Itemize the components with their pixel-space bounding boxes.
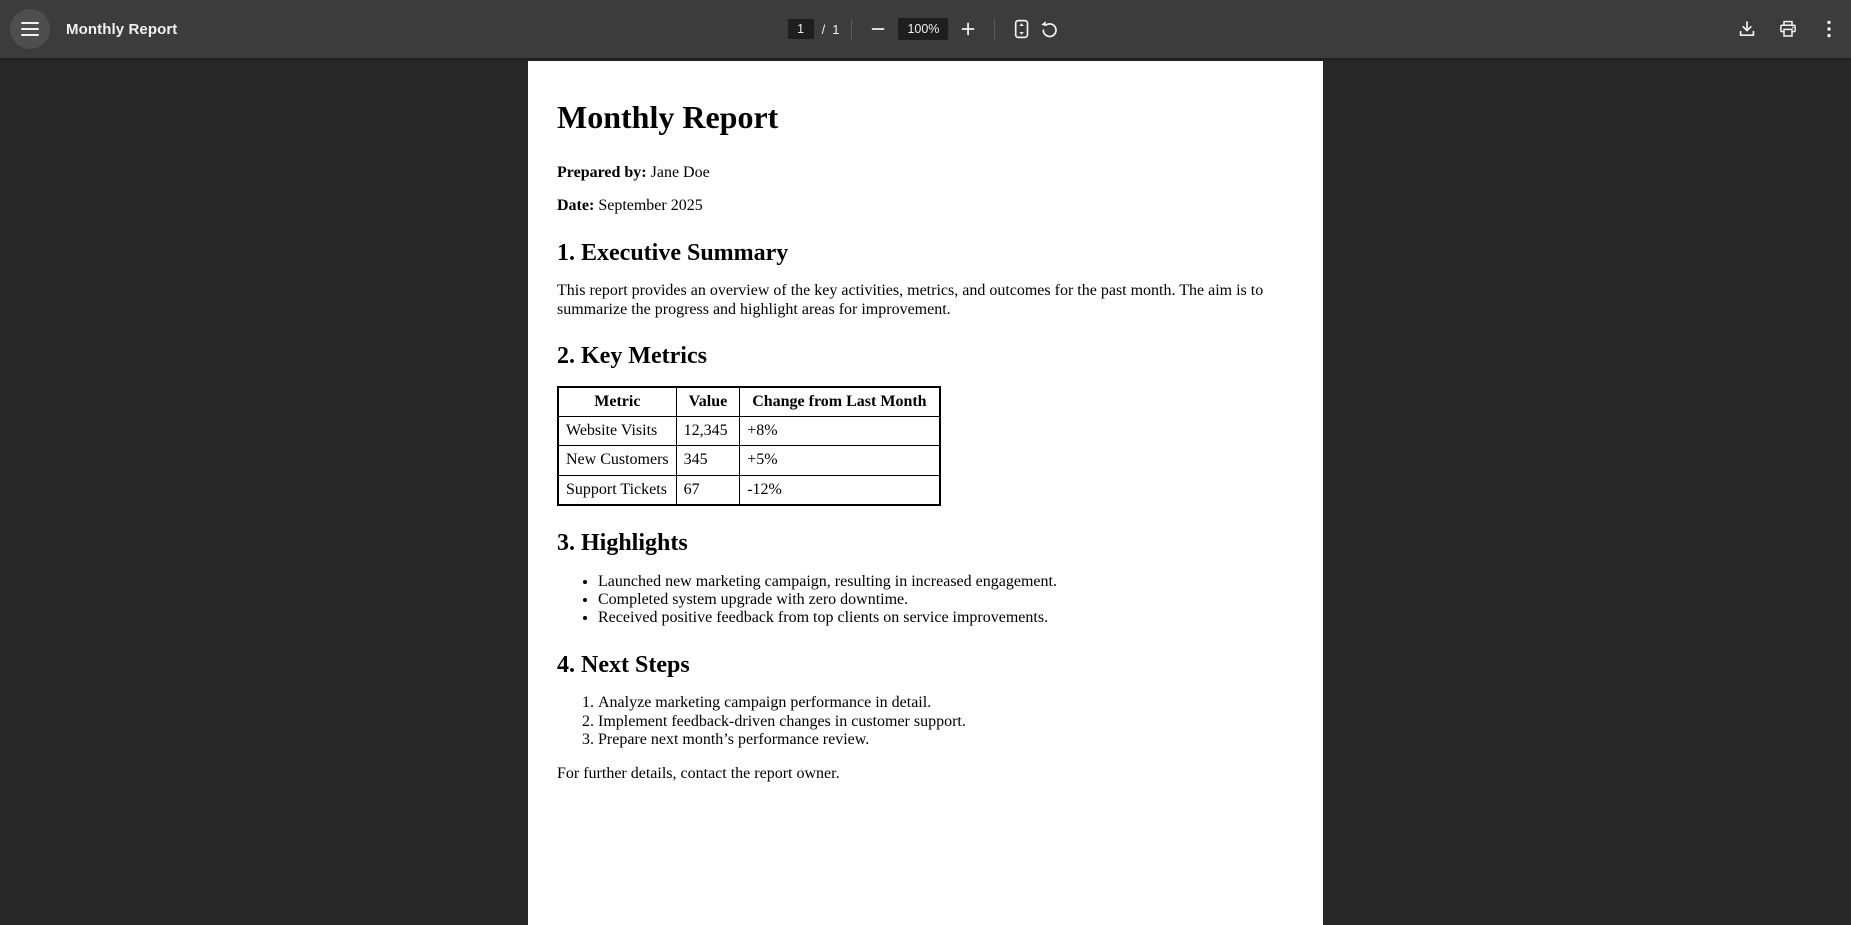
- toolbar-divider: [851, 19, 852, 40]
- pdf-viewer-toolbar: [0, 0, 1851, 58]
- table-row: [558, 475, 940, 505]
- toolbar-right-group: [1733, 15, 1851, 43]
- table-cell: 345: [676, 446, 740, 475]
- download-button[interactable]: [1733, 15, 1761, 43]
- table-cell: Website Visits: [558, 416, 676, 445]
- zoom-level-display[interactable]: 100%: [898, 18, 948, 40]
- report-title: Monthly Report: [557, 99, 779, 135]
- rotate-ccw-icon: [1040, 20, 1059, 39]
- print-button[interactable]: [1774, 15, 1802, 43]
- page-count-total: 1: [832, 21, 840, 37]
- page-count-separator: /: [821, 21, 826, 37]
- date-value: September 2025: [598, 197, 703, 215]
- prepared-by-label: Prepared by:: [557, 163, 647, 181]
- menu-button[interactable]: [10, 9, 50, 49]
- zoom-out-icon: [871, 22, 885, 36]
- list-item: 3. Prepare next month’s performance review.: [598, 731, 1287, 749]
- table-cell: 67: [676, 475, 740, 505]
- date-label: Date:: [557, 197, 595, 215]
- table-cell: New Customers: [558, 446, 676, 475]
- table-row: [558, 416, 940, 445]
- more-options-button[interactable]: [1815, 15, 1843, 43]
- list-item: • Launched new marketing campaign, resulting in increased engagement.: [598, 573, 1287, 591]
- section-heading-executive-summary: 1. Executive Summary: [557, 239, 789, 266]
- pdf-viewer-area[interactable]: [0, 58, 1851, 925]
- rotate-button[interactable]: [1035, 15, 1063, 43]
- table-cell: 12,345: [676, 416, 740, 445]
- table-row: [558, 446, 940, 475]
- zoom-in-icon: [961, 22, 975, 36]
- zoom-in-button[interactable]: [954, 15, 982, 43]
- toolbar-left-group: [0, 9, 177, 49]
- toolbar-center-group: [788, 0, 1064, 58]
- hamburger-icon: [21, 22, 39, 36]
- table-header-metric: Metric: [558, 387, 676, 417]
- list-item: 1. Analyze marketing campaign performance in detail.: [598, 694, 1287, 712]
- print-icon: [1779, 20, 1797, 38]
- section-heading-highlights: 3. Highlights: [557, 530, 688, 557]
- toolbar-divider: [994, 19, 995, 40]
- section-heading-key-metrics: 2. Key Metrics: [557, 342, 707, 369]
- footer-note: For further details, contact the report owner.: [557, 764, 840, 782]
- prepared-by-line: [557, 164, 1287, 182]
- list-item: 2. Implement feedback-driven changes in customer support.: [598, 713, 1287, 731]
- highlights-list: [557, 573, 1287, 628]
- table-header-change: Change from Last Month: [740, 387, 940, 417]
- pdf-page: [528, 61, 1323, 925]
- table-cell: Support Tickets: [558, 475, 676, 505]
- fit-page-icon: [1014, 19, 1029, 39]
- table-cell: +8%: [740, 416, 940, 445]
- next-steps-list: [557, 694, 1287, 749]
- toolbar-document-title: Monthly Report: [66, 20, 178, 38]
- page-number-input[interactable]: [788, 19, 814, 39]
- more-vertical-icon: [1827, 20, 1831, 38]
- list-item: • Received positive feedback from top clients on service improvements.: [598, 609, 1287, 627]
- download-icon: [1738, 20, 1756, 38]
- section-heading-next-steps: 4. Next Steps: [557, 651, 690, 678]
- prepared-by-value: Jane Doe: [650, 163, 710, 181]
- list-item: • Completed system upgrade with zero downtime.: [598, 591, 1287, 609]
- key-metrics-table: [557, 386, 941, 507]
- table-header-value: Value: [676, 387, 740, 417]
- executive-summary-text: This report provides an overview of the key activities, metrics, and outcomes for the past month. The aim is to summarize the progress and highlight areas for improvement.: [557, 282, 1264, 318]
- table-cell: -12%: [740, 475, 940, 505]
- zoom-out-button[interactable]: [864, 15, 892, 43]
- table-cell: +5%: [740, 446, 940, 475]
- fit-to-page-button[interactable]: [1007, 15, 1035, 43]
- table-header-row: [558, 387, 940, 417]
- date-line: [557, 197, 1287, 215]
